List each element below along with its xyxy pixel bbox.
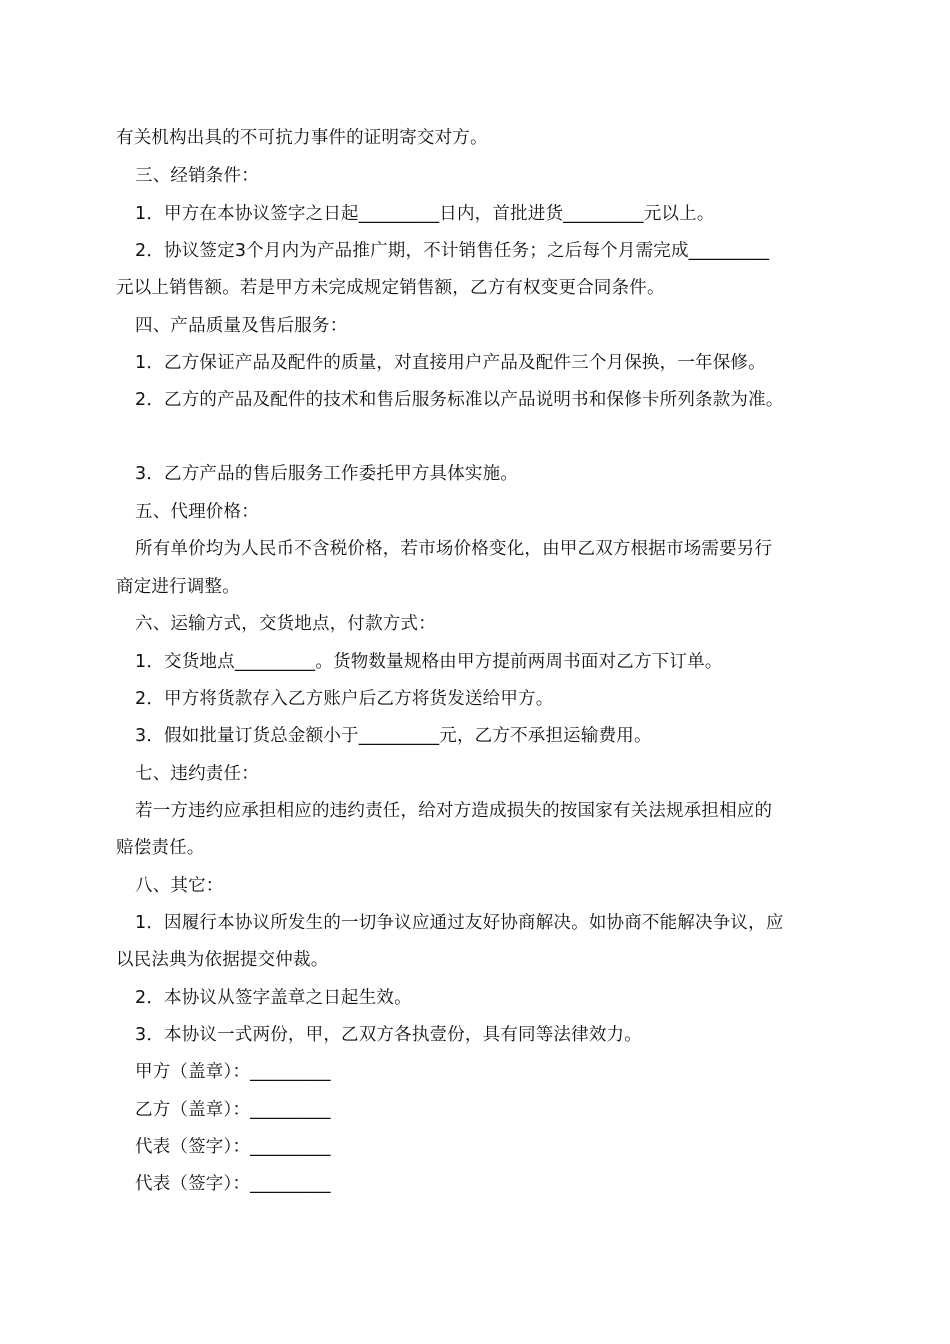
clause-line: 1．甲方在本协议签字之日起_________日内，首批进货_________元以上。 [135, 204, 715, 224]
text-line: 赔偿责任。 [116, 838, 205, 858]
clause-line: 3．假如批量订货总金额小于_________元，乙方不承担运输费用。 [135, 726, 652, 746]
clause-line: 1．乙方保证产品及配件的质量，对直接用户产品及配件三个月保换，一年保修。 [135, 353, 766, 373]
clause-line: 3．乙方产品的售后服务工作委托甲方具体实施。 [135, 464, 519, 484]
text-line: 商定进行调整。 [116, 577, 240, 597]
section-heading: 三、经销条件： [135, 166, 259, 186]
signature-line-representative: 代表（签字）：_________ [135, 1137, 331, 1157]
text-line: 以民法典为依据提交仲裁。 [116, 950, 329, 970]
clause-line: 2．甲方将货款存入乙方账户后乙方将货发送给甲方。 [135, 689, 554, 709]
paragraph-line: 所有单价均为人民币不含税价格，若市场价格变化，由甲乙双方根据市场需要另行 [135, 539, 773, 559]
clause-line: 2．协议签定3个月内为产品推广期，不计销售任务；之后每个月需完成_________ [135, 241, 770, 261]
clause-line: 2．乙方的产品及配件的技术和售后服务标准以产品说明书和保修卡所列条款为准。 [135, 390, 784, 410]
paragraph-line: 若一方违约应承担相应的违约责任，给对方造成损失的按国家有关法规承担相应的 [135, 801, 773, 821]
clause-line: 1．交货地点_________。货物数量规格由甲方提前两周书面对乙方下订单。 [135, 652, 723, 672]
text-line: 有关机构出具的不可抗力事件的证明寄交对方。 [116, 128, 488, 148]
signature-line-representative: 代表（签字）：_________ [135, 1174, 331, 1194]
section-heading: 四、产品质量及售后服务： [135, 316, 348, 336]
section-heading: 七、违约责任： [135, 764, 259, 784]
section-heading: 八、其它： [135, 876, 224, 896]
clause-line: 1．因履行本协议所发生的一切争议应通过友好协商解决。如协商不能解决争议，应 [135, 913, 784, 933]
section-heading: 六、运输方式，交货地点，付款方式： [135, 614, 436, 634]
clause-line: 3．本协议一式两份，甲，乙双方各执壹份，具有同等法律效力。 [135, 1025, 642, 1045]
clause-line: 2．本协议从签字盖章之日起生效。 [135, 988, 412, 1008]
section-heading: 五、代理价格： [135, 502, 259, 522]
signature-line-party-a: 甲方（盖章）：_________ [135, 1062, 331, 1082]
signature-line-party-b: 乙方（盖章）：_________ [135, 1100, 331, 1120]
text-line: 元以上销售额。若是甲方未完成规定销售额，乙方有权变更合同条件。 [116, 278, 665, 298]
